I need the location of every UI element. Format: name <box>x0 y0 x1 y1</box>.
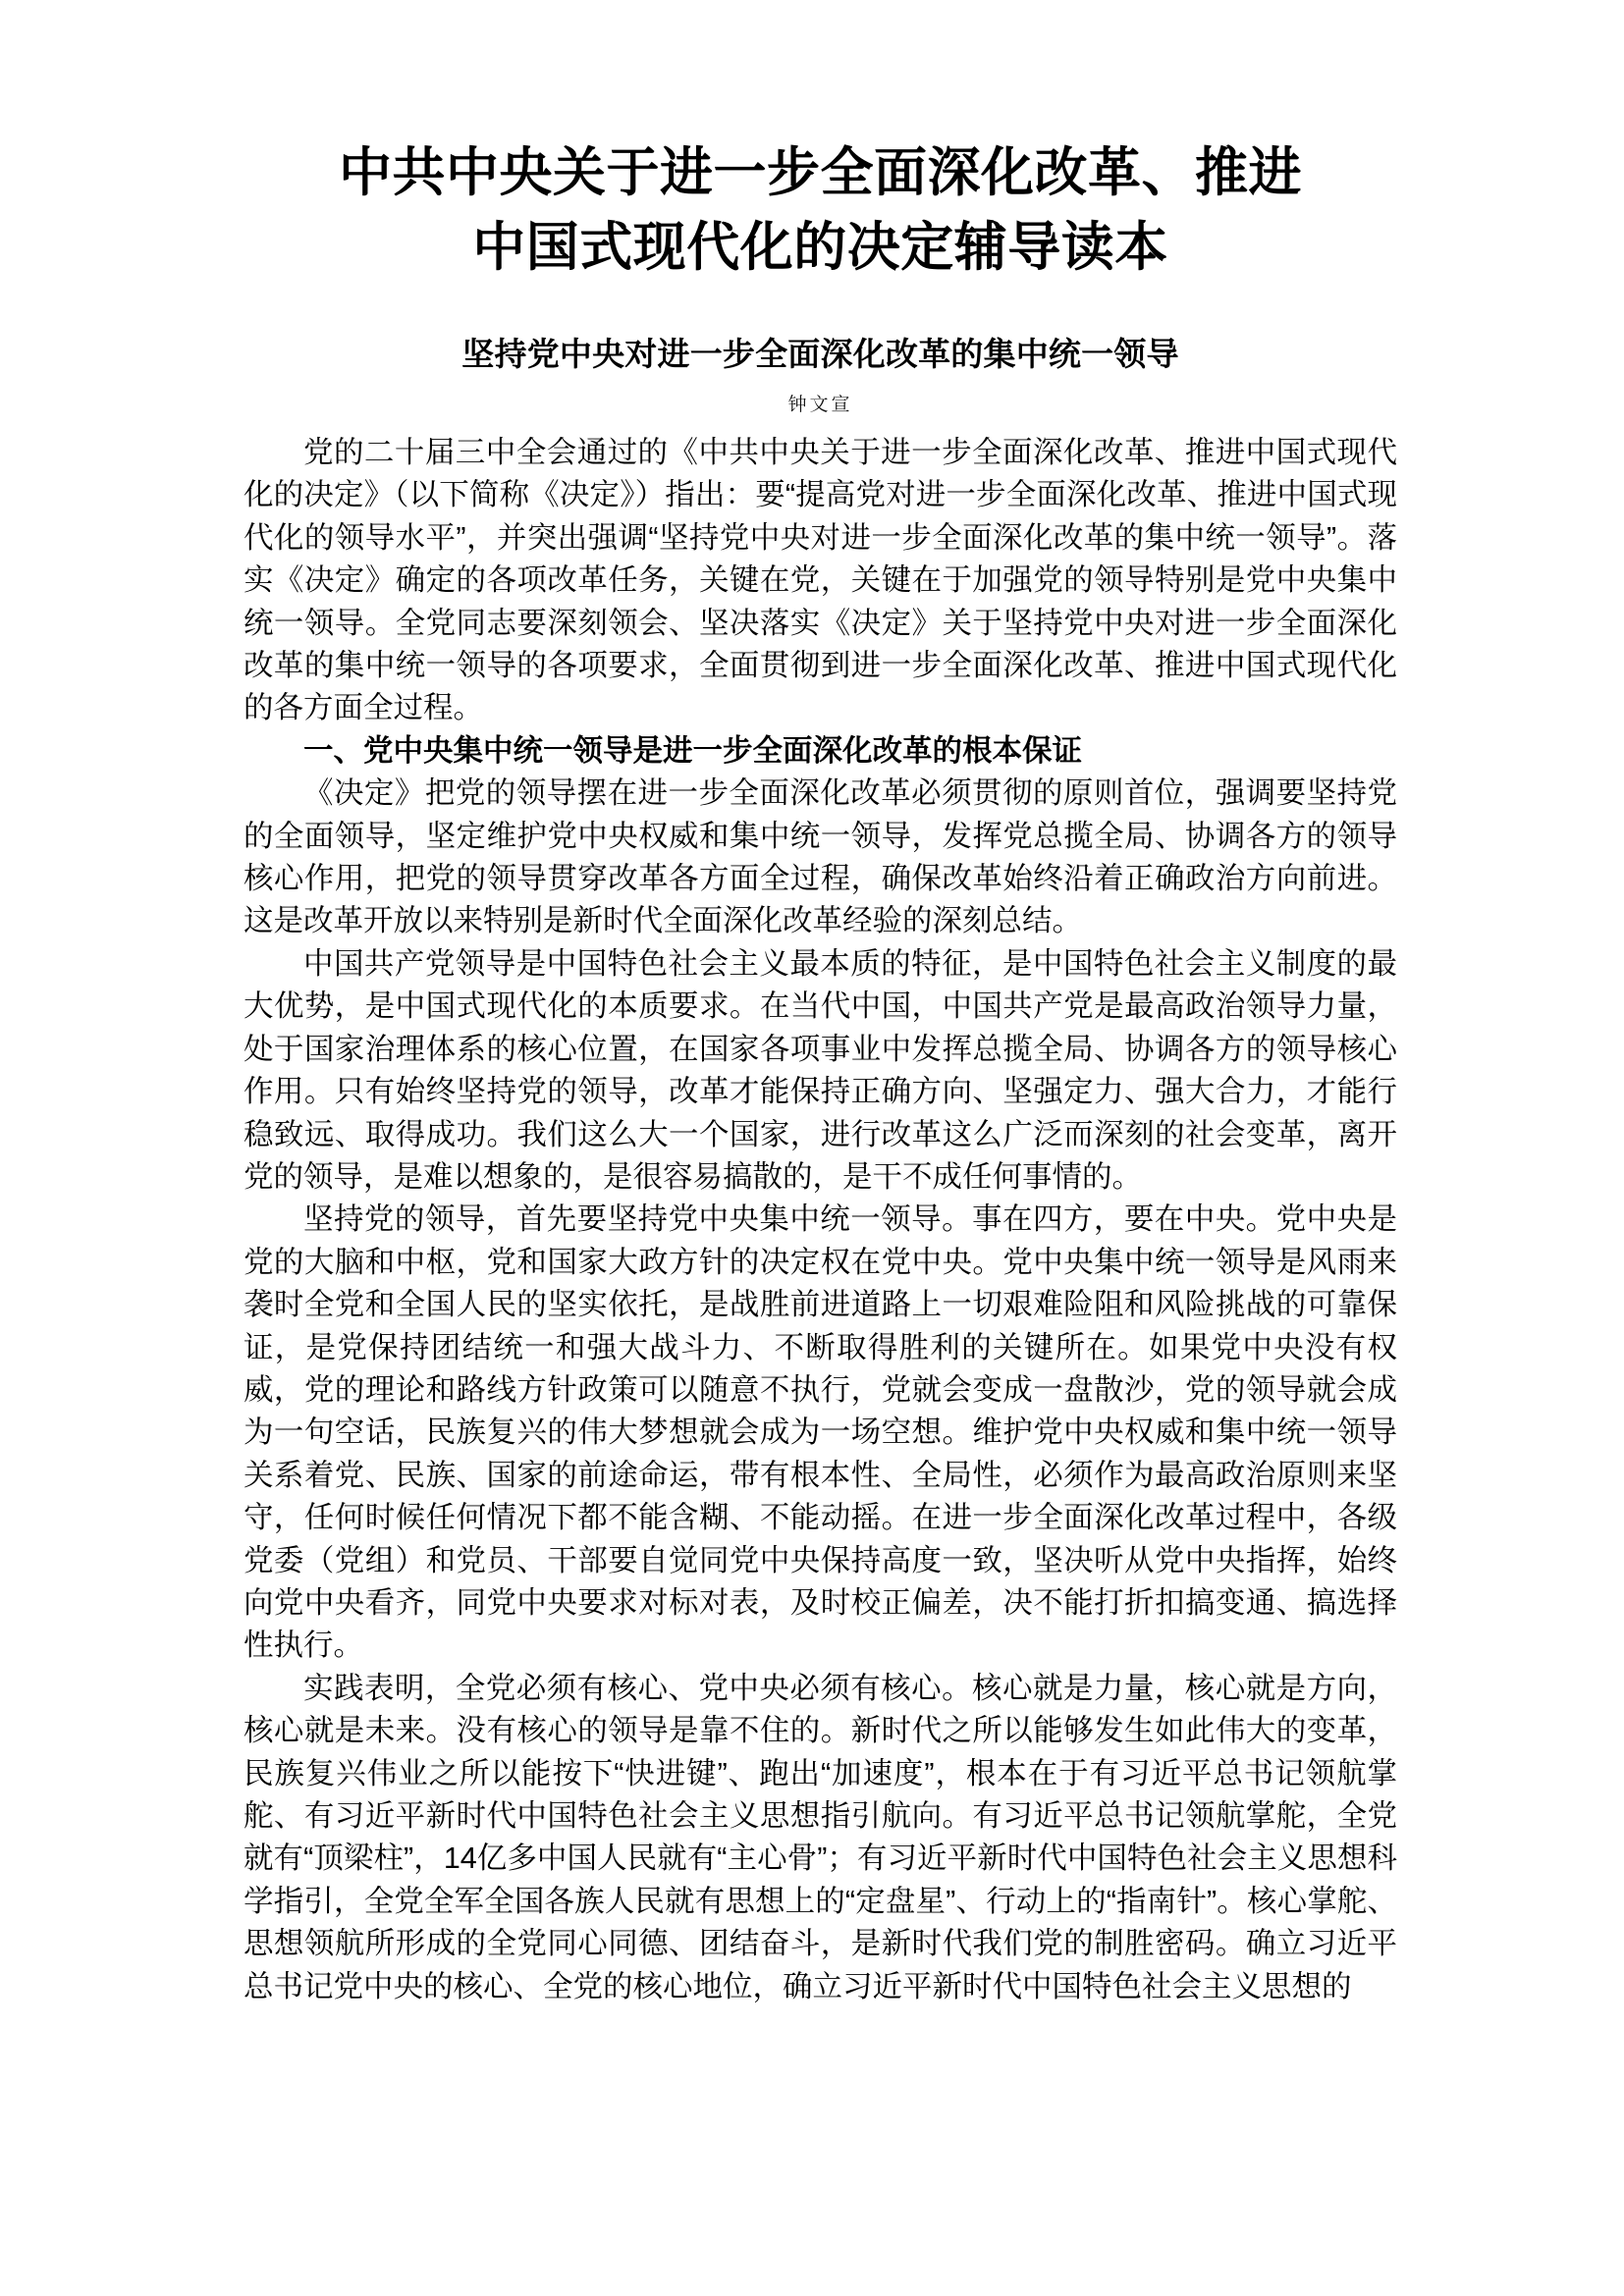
byline-author: 钟文宣 <box>787 395 853 415</box>
paragraph: 《决定》把党的领导摆在进一步全面深化改革必须贯彻的原则首位，强调要坚持党的全面领导，坚定维护党中央权威和集中统一领导，发挥党总揽全局、协调各方的领导核心作用，把党的领导贯穿改革各方面全过程，确保改革始终沿着正确政治方向前进。这是改革开放以来特别是新时代全面深化改革经验的深刻总结。 <box>244 776 1397 938</box>
document-title-line-1: 中共中央关于进一步全面深化改革、推进 <box>339 143 1302 202</box>
page-content <box>244 0 1397 2008</box>
subsection-heading: 一、党中央集中统一领导是进一步全面深化改革的根本保证 <box>303 733 1082 768</box>
paragraph: 坚持党的领导，首先要坚持党中央集中统一领导。事在四方，要在中央。党中央是党的大脑和中枢，党和国家大政方针的决定权在党中央。党中央集中统一领导是风雨来袭时全党和全国人民的坚实依托，是战胜前进道路上一切艰难险阻和风险挑战的可靠保证，是党保持团结统一和强大战斗力、不断取得胜利的关键所在。如果党中央没有权威，党的理论和路线方针政策可以随意不执行，党就会变成一盘散沙，党的领导就会成为一句空话，民族复兴的伟大梦想就会成为一场空想。维护党中央权威和集中统一领导关系着党、民族、国家的前途命运，带有根本性、全局性，必须作为最高政治原则来坚守，任何时候任何情况下都不能含糊、不能动摇。在进一步全面深化改革过程中，各级党委（党组）和党员、干部要自觉同党中央保持高度一致，坚决听从党中央指挥，始终向党中央看齐，同党中央要求对标对表，及时校正偏差，决不能打折扣搞变通、搞选择性执行。 <box>244 1202 1397 1663</box>
document-title-line-2: 中国式现代化的决定辅导读本 <box>472 218 1168 277</box>
paragraph: 实践表明，全党必须有核心、党中央必须有核心。核心就是力量，核心就是方向，核心就是未来。没有核心的领导是靠不住的。新时代之所以能够发生如此伟大的变革，民族复兴伟业之所以能按下“快进键”、跑出“加速度”，根本在于有习近平总书记领航掌舵、有习近平新时代中国特色社会主义思想指引航向。有习近平总书记领航掌舵，全党就有“顶梁柱”，14亿多中国人民就有“主心骨”；有习近平新时代中国特色社会主义思想科学指引，全党全军全国各族人民就有思想上的“定盘星”、行动上的“指南针”。核心掌舵、思想领航所形成的全党同心同德、团结奋斗，是新时代我们党的制胜密码。确立习近平总书记党中央的核心、全党的核心地位，确立习近平新时代中国特色社会主义思想的 <box>244 1671 1397 2003</box>
article-body <box>244 418 1397 2008</box>
document-title <box>244 0 1397 285</box>
paragraph: 中国共产党领导是中国特色社会主义最本质的特征，是中国特色社会主义制度的最大优势，是中国式现代化的本质要求。在当代中国，中国共产党是最高政治领导力量，处于国家治理体系的核心位置，在国家各项事业中发挥总揽全局、协调各方的领导核心作用。只有始终坚持党的领导，改革才能保持正确方向、坚强定力、强大合力，才能行稳致远、取得成功。我们这么大一个国家，进行改革这么广泛而深刻的社会变革，离开党的领导，是难以想象的，是很容易搞散的，是干不成任何事情的。 <box>244 946 1397 1194</box>
paragraph: 党的二十届三中全会通过的《中共中央关于进一步全面深化改革、推进中国式现代化的决定》（以下简称《决定》）指出：要“提高党对进一步全面深化改革、推进中国式现代化的领导水平”，并突出强调“坚持党中央对进一步全面深化改革的集中统一领导”。落实《决定》确定的各项改革任务，关键在党，关键在于加强党的领导特别是党中央集中统一领导。全党同志要深刻领会、坚决落实《决定》关于坚持党中央对进一步全面深化改革的集中统一领导的各项要求，全面贯彻到进一步全面深化改革、推进中国式现代化的各方面全过程。 <box>244 436 1397 725</box>
article-title: 坚持党中央对进一步全面深化改革的集中统一领导 <box>461 336 1179 372</box>
